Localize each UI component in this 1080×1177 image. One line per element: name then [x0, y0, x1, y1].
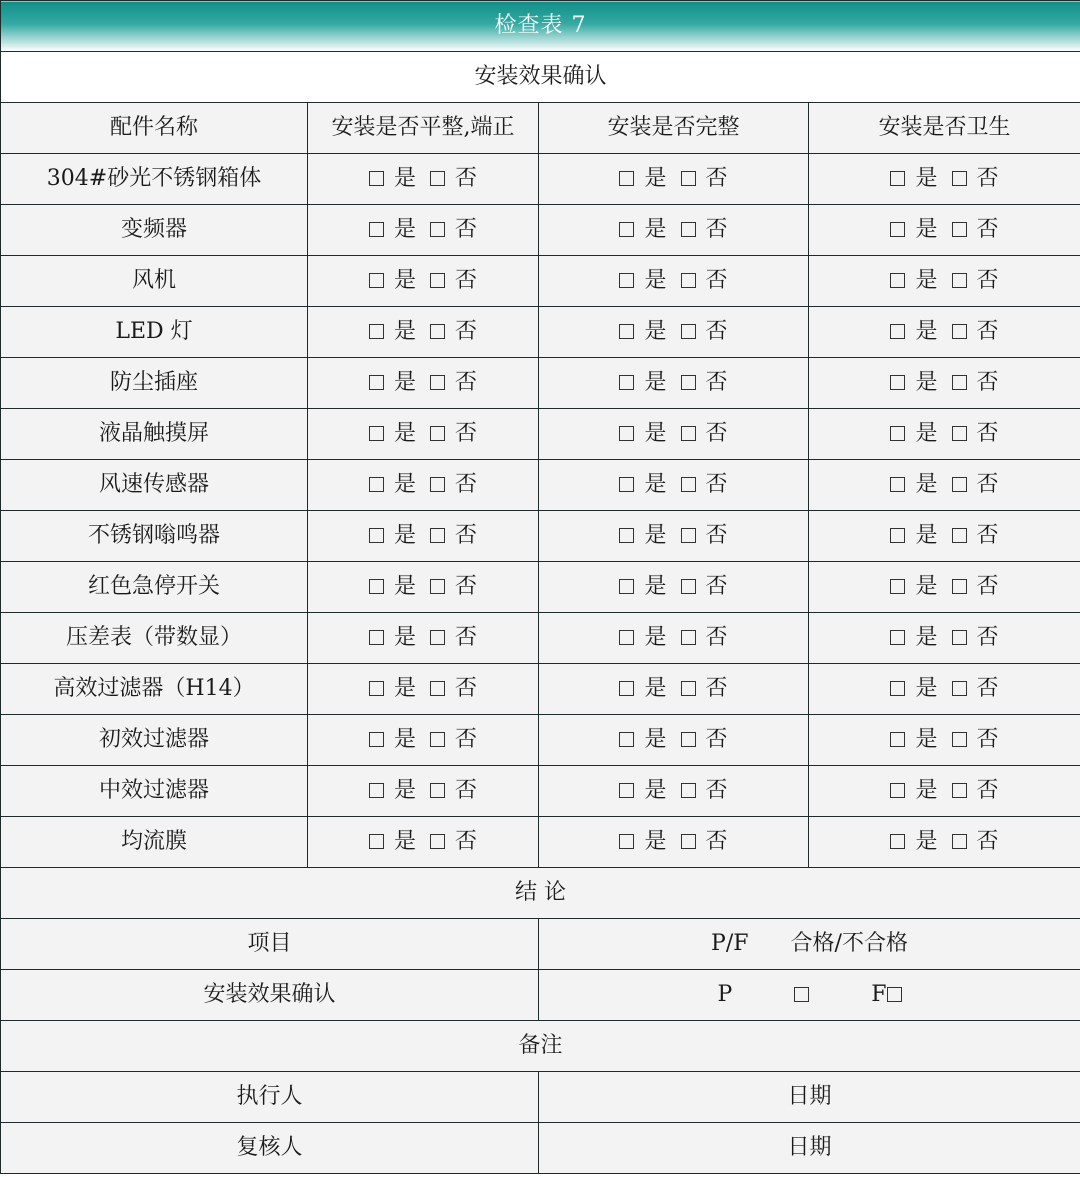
- check-cell-hygiene: [809, 511, 1080, 562]
- yes-label: 是: [915, 676, 938, 701]
- no-checkbox[interactable]: [430, 783, 445, 798]
- part-name-cell: 防尘插座: [1, 358, 308, 409]
- no-label: 否: [976, 778, 999, 803]
- yes-label: 是: [644, 472, 667, 497]
- check-cell-complete: [539, 409, 809, 460]
- no-label: 否: [976, 166, 999, 191]
- yes-checkbox[interactable]: [890, 732, 905, 747]
- no-label: 否: [976, 421, 999, 446]
- yes-label: 是: [915, 268, 938, 293]
- no-checkbox[interactable]: [952, 375, 967, 390]
- no-checkbox[interactable]: [681, 579, 696, 594]
- no-label: 否: [976, 574, 999, 599]
- fail-checkbox[interactable]: [887, 987, 902, 1002]
- table-row: [1, 358, 1080, 409]
- check-cell-level: [308, 613, 539, 664]
- no-label: 否: [976, 319, 999, 344]
- reviewer-label: 复核人: [1, 1123, 539, 1174]
- yes-checkbox[interactable]: [369, 681, 384, 696]
- no-label: 否: [705, 727, 728, 752]
- no-label: 否: [455, 727, 478, 752]
- yes-label: 是: [915, 625, 938, 650]
- check-cell-hygiene: [809, 358, 1080, 409]
- no-label: 否: [976, 625, 999, 650]
- table-row: [1, 154, 1080, 205]
- check-cell-level: [308, 358, 539, 409]
- check-cell-complete: [539, 766, 809, 817]
- yes-label: 是: [393, 166, 416, 191]
- no-label: 否: [705, 625, 728, 650]
- part-name-cell: LED 灯: [1, 307, 308, 358]
- table-row: [1, 205, 1080, 256]
- no-checkbox[interactable]: [952, 324, 967, 339]
- no-label: 否: [705, 523, 728, 548]
- check-cell-hygiene: [809, 766, 1080, 817]
- yes-label: 是: [915, 472, 938, 497]
- check-cell-level: [308, 409, 539, 460]
- yes-checkbox[interactable]: [619, 579, 634, 594]
- yes-label: 是: [644, 778, 667, 803]
- no-label: 否: [705, 676, 728, 701]
- check-cell-hygiene: [809, 256, 1080, 307]
- yes-checkbox[interactable]: [619, 630, 634, 645]
- part-name-cell: 均流膜: [1, 817, 308, 868]
- yes-label: 是: [393, 268, 416, 293]
- no-checkbox[interactable]: [430, 630, 445, 645]
- no-checkbox[interactable]: [952, 783, 967, 798]
- reviewer-date-label: 日期: [539, 1123, 1080, 1174]
- no-label: 否: [455, 319, 478, 344]
- check-cell-level: [308, 307, 539, 358]
- check-cell-hygiene: [809, 817, 1080, 868]
- check-cell-level: [308, 460, 539, 511]
- check-cell-complete: [539, 256, 809, 307]
- check-cell-level: [308, 817, 539, 868]
- no-label: 否: [976, 268, 999, 293]
- part-name-cell: 304#砂光不锈钢箱体: [1, 154, 308, 205]
- check-cell-complete: [539, 205, 809, 256]
- conclusion-result-cell: [539, 970, 1080, 1021]
- no-label: 否: [705, 217, 728, 242]
- no-label: 否: [455, 370, 478, 395]
- yes-checkbox[interactable]: [369, 273, 384, 288]
- no-label: 否: [705, 421, 728, 446]
- no-label: 否: [976, 370, 999, 395]
- executor-date-label: 日期: [539, 1072, 1080, 1123]
- yes-label: 是: [644, 625, 667, 650]
- check-cell-hygiene: [809, 205, 1080, 256]
- conclusion-heading: 结 论: [1, 868, 1080, 919]
- check-cell-hygiene: [809, 307, 1080, 358]
- yes-label: 是: [644, 523, 667, 548]
- conclusion-item-label: 项目: [1, 919, 539, 970]
- no-label: 否: [705, 574, 728, 599]
- yes-checkbox[interactable]: [369, 324, 384, 339]
- yes-checkbox[interactable]: [369, 477, 384, 492]
- yes-checkbox[interactable]: [890, 783, 905, 798]
- check-cell-complete: [539, 715, 809, 766]
- no-checkbox[interactable]: [681, 273, 696, 288]
- result-pf-label: P/F: [711, 931, 749, 956]
- no-label: 否: [455, 421, 478, 446]
- check-cell-complete: [539, 460, 809, 511]
- yes-checkbox[interactable]: [619, 477, 634, 492]
- check-cell-complete: [539, 664, 809, 715]
- no-label: 否: [705, 370, 728, 395]
- yes-label: 是: [644, 676, 667, 701]
- part-name-cell: 压差表（带数显）: [1, 613, 308, 664]
- yes-label: 是: [644, 370, 667, 395]
- table-row: [1, 511, 1080, 562]
- table-row: [1, 715, 1080, 766]
- no-label: 否: [705, 778, 728, 803]
- column-header-part-name: 配件名称: [1, 103, 308, 154]
- no-checkbox[interactable]: [430, 273, 445, 288]
- yes-checkbox[interactable]: [890, 579, 905, 594]
- no-checkbox[interactable]: [430, 579, 445, 594]
- no-checkbox[interactable]: [681, 834, 696, 849]
- no-label: 否: [976, 472, 999, 497]
- yes-checkbox[interactable]: [890, 273, 905, 288]
- no-label: 否: [455, 574, 478, 599]
- yes-label: 是: [644, 217, 667, 242]
- yes-label: 是: [915, 574, 938, 599]
- check-cell-level: [308, 205, 539, 256]
- no-checkbox[interactable]: [952, 579, 967, 594]
- yes-checkbox[interactable]: [619, 324, 634, 339]
- table-row: [1, 613, 1080, 664]
- no-checkbox[interactable]: [681, 324, 696, 339]
- conclusion-result-header: [539, 919, 1080, 970]
- result-pass-fail-label: 合格/不合格: [790, 931, 908, 956]
- check-cell-complete: [539, 307, 809, 358]
- yes-checkbox[interactable]: [369, 222, 384, 237]
- table-row: [1, 766, 1080, 817]
- check-cell-complete: [539, 511, 809, 562]
- sheet-title: 检查表 7: [1, 1, 1080, 52]
- check-cell-hygiene: [809, 664, 1080, 715]
- part-name-cell: 红色急停开关: [1, 562, 308, 613]
- yes-label: 是: [644, 166, 667, 191]
- part-name-cell: 风速传感器: [1, 460, 308, 511]
- check-cell-level: [308, 664, 539, 715]
- no-checkbox[interactable]: [430, 477, 445, 492]
- no-checkbox[interactable]: [430, 375, 445, 390]
- no-checkbox[interactable]: [430, 528, 445, 543]
- yes-checkbox[interactable]: [369, 579, 384, 594]
- yes-label: 是: [644, 829, 667, 854]
- no-checkbox[interactable]: [952, 477, 967, 492]
- yes-label: 是: [393, 319, 416, 344]
- yes-label: 是: [915, 778, 938, 803]
- table-row: [1, 817, 1080, 868]
- yes-label: 是: [915, 319, 938, 344]
- no-label: 否: [976, 829, 999, 854]
- no-label: 否: [705, 472, 728, 497]
- yes-checkbox[interactable]: [890, 324, 905, 339]
- no-label: 否: [455, 166, 478, 191]
- yes-label: 是: [915, 217, 938, 242]
- no-label: 否: [455, 217, 478, 242]
- yes-label: 是: [393, 523, 416, 548]
- check-cell-level: [308, 256, 539, 307]
- no-checkbox[interactable]: [681, 477, 696, 492]
- no-label: 否: [455, 472, 478, 497]
- yes-checkbox[interactable]: [369, 783, 384, 798]
- yes-checkbox[interactable]: [890, 171, 905, 186]
- check-cell-hygiene: [809, 715, 1080, 766]
- no-checkbox[interactable]: [430, 222, 445, 237]
- check-cell-level: [308, 154, 539, 205]
- no-label: 否: [455, 625, 478, 650]
- yes-checkbox[interactable]: [890, 528, 905, 543]
- check-cell-complete: [539, 817, 809, 868]
- check-cell-complete: [539, 613, 809, 664]
- no-checkbox[interactable]: [952, 732, 967, 747]
- no-label: 否: [455, 676, 478, 701]
- yes-checkbox[interactable]: [369, 171, 384, 186]
- yes-label: 是: [915, 166, 938, 191]
- yes-checkbox[interactable]: [890, 222, 905, 237]
- yes-label: 是: [915, 727, 938, 752]
- yes-label: 是: [915, 370, 938, 395]
- check-cell-complete: [539, 562, 809, 613]
- no-checkbox[interactable]: [430, 426, 445, 441]
- check-cell-level: [308, 562, 539, 613]
- table-row: [1, 460, 1080, 511]
- yes-label: 是: [393, 625, 416, 650]
- no-checkbox[interactable]: [430, 324, 445, 339]
- conclusion-row-label: 安装效果确认: [1, 970, 539, 1021]
- check-cell-level: [308, 766, 539, 817]
- yes-label: 是: [644, 727, 667, 752]
- yes-checkbox[interactable]: [890, 630, 905, 645]
- part-name-cell: 变频器: [1, 205, 308, 256]
- yes-label: 是: [393, 829, 416, 854]
- no-checkbox[interactable]: [952, 171, 967, 186]
- no-label: 否: [705, 268, 728, 293]
- part-name-cell: 不锈钢嗡鸣器: [1, 511, 308, 562]
- yes-checkbox[interactable]: [619, 732, 634, 747]
- no-checkbox[interactable]: [952, 222, 967, 237]
- yes-label: 是: [915, 523, 938, 548]
- no-label: 否: [455, 778, 478, 803]
- column-header-level: 安装是否平整,端正: [308, 103, 539, 154]
- no-checkbox[interactable]: [681, 732, 696, 747]
- yes-checkbox[interactable]: [369, 375, 384, 390]
- no-checkbox[interactable]: [681, 171, 696, 186]
- part-name-cell: 高效过滤器（H14）: [1, 664, 308, 715]
- no-checkbox[interactable]: [681, 630, 696, 645]
- yes-checkbox[interactable]: [619, 375, 634, 390]
- no-checkbox[interactable]: [952, 273, 967, 288]
- yes-label: 是: [644, 421, 667, 446]
- no-checkbox[interactable]: [430, 732, 445, 747]
- pass-label: P: [717, 982, 733, 1007]
- yes-checkbox[interactable]: [619, 273, 634, 288]
- no-checkbox[interactable]: [952, 426, 967, 441]
- no-checkbox[interactable]: [681, 681, 696, 696]
- table-row: [1, 256, 1080, 307]
- column-header-hygiene: 安装是否卫生: [809, 103, 1080, 154]
- table-row: [1, 664, 1080, 715]
- yes-label: 是: [393, 472, 416, 497]
- yes-checkbox[interactable]: [369, 732, 384, 747]
- no-checkbox[interactable]: [681, 528, 696, 543]
- no-checkbox[interactable]: [681, 222, 696, 237]
- part-name-cell: 风机: [1, 256, 308, 307]
- executor-label: 执行人: [1, 1072, 539, 1123]
- yes-checkbox[interactable]: [890, 426, 905, 441]
- yes-checkbox[interactable]: [890, 477, 905, 492]
- no-checkbox[interactable]: [952, 681, 967, 696]
- no-label: 否: [976, 523, 999, 548]
- no-checkbox[interactable]: [952, 528, 967, 543]
- no-label: 否: [455, 268, 478, 293]
- yes-label: 是: [393, 676, 416, 701]
- no-label: 否: [976, 217, 999, 242]
- no-label: 否: [976, 727, 999, 752]
- yes-label: 是: [393, 217, 416, 242]
- table-row: [1, 562, 1080, 613]
- yes-checkbox[interactable]: [369, 528, 384, 543]
- check-cell-level: [308, 511, 539, 562]
- yes-checkbox[interactable]: [619, 681, 634, 696]
- column-header-complete: 安装是否完整: [539, 103, 809, 154]
- no-checkbox[interactable]: [952, 630, 967, 645]
- yes-checkbox[interactable]: [890, 375, 905, 390]
- no-checkbox[interactable]: [681, 783, 696, 798]
- yes-checkbox[interactable]: [890, 681, 905, 696]
- part-name-cell: 中效过滤器: [1, 766, 308, 817]
- no-label: 否: [455, 523, 478, 548]
- no-checkbox[interactable]: [430, 834, 445, 849]
- pass-checkbox[interactable]: [794, 987, 809, 1002]
- yes-checkbox[interactable]: [890, 834, 905, 849]
- yes-label: 是: [644, 268, 667, 293]
- yes-checkbox[interactable]: [369, 630, 384, 645]
- no-label: 否: [976, 676, 999, 701]
- check-cell-hygiene: [809, 154, 1080, 205]
- yes-checkbox[interactable]: [619, 426, 634, 441]
- part-name-cell: 初效过滤器: [1, 715, 308, 766]
- no-label: 否: [455, 829, 478, 854]
- yes-label: 是: [393, 778, 416, 803]
- table-row: [1, 307, 1080, 358]
- no-checkbox[interactable]: [430, 681, 445, 696]
- no-checkbox[interactable]: [430, 171, 445, 186]
- part-name-cell: 液晶触摸屏: [1, 409, 308, 460]
- yes-label: 是: [393, 574, 416, 599]
- remarks-heading: 备注: [1, 1021, 1080, 1072]
- check-cell-complete: [539, 358, 809, 409]
- no-checkbox[interactable]: [681, 426, 696, 441]
- yes-checkbox[interactable]: [619, 783, 634, 798]
- yes-label: 是: [393, 370, 416, 395]
- yes-checkbox[interactable]: [369, 426, 384, 441]
- check-cell-hygiene: [809, 460, 1080, 511]
- no-checkbox[interactable]: [681, 375, 696, 390]
- no-label: 否: [705, 166, 728, 191]
- no-label: 否: [705, 319, 728, 344]
- check-cell-level: [308, 715, 539, 766]
- yes-label: 是: [393, 421, 416, 446]
- check-cell-hygiene: [809, 613, 1080, 664]
- no-label: 否: [705, 829, 728, 854]
- yes-checkbox[interactable]: [619, 528, 634, 543]
- yes-label: 是: [644, 574, 667, 599]
- no-checkbox[interactable]: [952, 834, 967, 849]
- yes-label: 是: [644, 319, 667, 344]
- check-cell-hygiene: [809, 562, 1080, 613]
- yes-label: 是: [915, 829, 938, 854]
- yes-label: 是: [393, 727, 416, 752]
- fail-label: F: [871, 982, 887, 1007]
- section-title: 安装效果确认: [1, 52, 1080, 103]
- yes-checkbox[interactable]: [619, 171, 634, 186]
- check-cell-complete: [539, 154, 809, 205]
- yes-checkbox[interactable]: [369, 834, 384, 849]
- check-cell-hygiene: [809, 409, 1080, 460]
- yes-label: 是: [915, 421, 938, 446]
- yes-checkbox[interactable]: [619, 222, 634, 237]
- table-row: [1, 409, 1080, 460]
- yes-checkbox[interactable]: [619, 834, 634, 849]
